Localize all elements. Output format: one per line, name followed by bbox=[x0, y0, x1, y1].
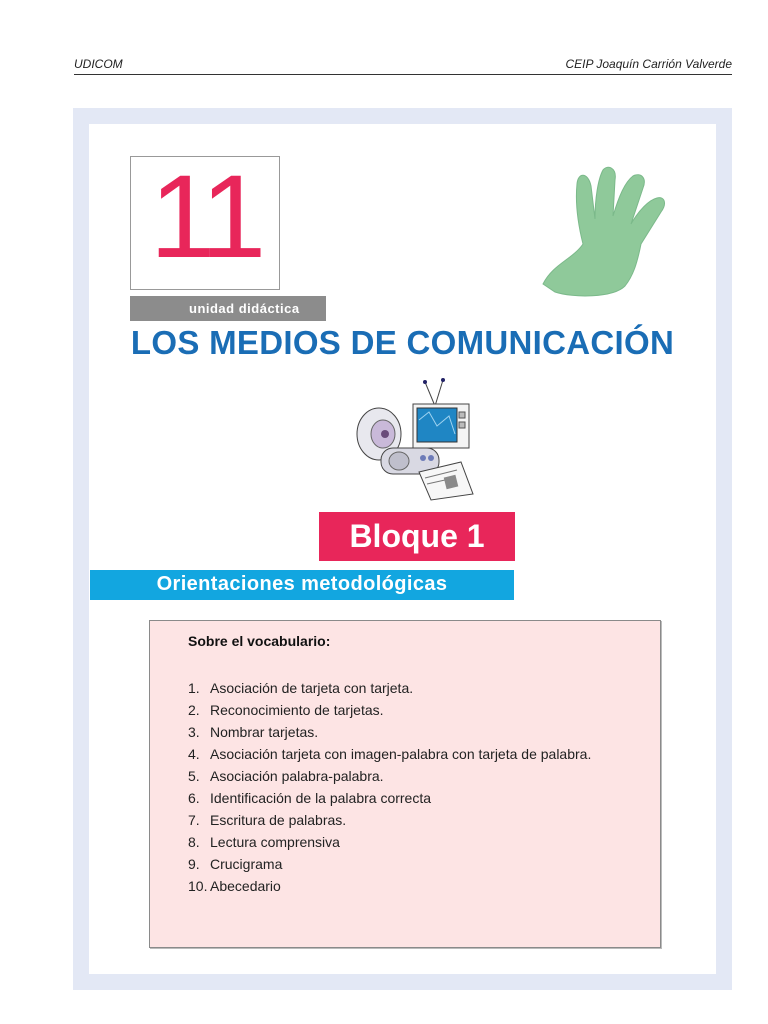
item-number: 1. bbox=[188, 680, 200, 696]
item-number: 3. bbox=[188, 724, 200, 740]
cover-inner bbox=[89, 124, 716, 974]
item-number: 2. bbox=[188, 702, 200, 718]
list-item bbox=[188, 743, 591, 765]
unit-label: unidad didáctica bbox=[189, 301, 300, 316]
list-item bbox=[188, 853, 591, 875]
unit-number-box bbox=[130, 151, 280, 290]
hand-icon bbox=[533, 164, 683, 304]
unit-number: 11 bbox=[149, 151, 261, 283]
list-item bbox=[188, 721, 591, 743]
unit-label-bar bbox=[130, 296, 326, 321]
list-item bbox=[188, 677, 591, 699]
header-left: UDICOM bbox=[74, 57, 123, 71]
list-item bbox=[188, 875, 591, 897]
item-number: 4. bbox=[188, 746, 200, 762]
vocabulary-heading: Sobre el vocabulario: bbox=[188, 633, 331, 649]
list-item bbox=[188, 765, 591, 787]
item-text: Escritura de palabras. bbox=[210, 812, 347, 828]
item-text: Asociación de tarjeta con tarjeta. bbox=[210, 680, 414, 696]
media-illustration-icon bbox=[353, 376, 483, 501]
cover-frame bbox=[73, 108, 732, 990]
item-text: Asociación tarjeta con imagen-palabra con tarjeta de palabra. bbox=[210, 746, 592, 762]
vocabulary-list bbox=[188, 677, 591, 897]
item-text: Crucigrama bbox=[210, 856, 283, 872]
item-number: 10. bbox=[188, 878, 208, 894]
bloque-label: Bloque 1 bbox=[319, 512, 515, 561]
item-number: 8. bbox=[188, 834, 200, 850]
list-item bbox=[188, 831, 591, 853]
page-title: LOS MEDIOS DE COMUNICACIÓN bbox=[130, 324, 675, 361]
item-text: Reconocimiento de tarjetas. bbox=[210, 702, 384, 718]
list-item bbox=[188, 809, 591, 831]
item-text: Lectura comprensiva bbox=[210, 834, 340, 850]
vocabulary-box bbox=[149, 620, 661, 948]
item-text: Identificación de la palabra correcta bbox=[210, 790, 432, 806]
item-text: Asociación palabra-palabra. bbox=[210, 768, 384, 784]
item-number: 9. bbox=[188, 856, 200, 872]
item-number: 7. bbox=[188, 812, 200, 828]
item-number: 5. bbox=[188, 768, 200, 784]
page-header bbox=[74, 56, 732, 75]
header-right: CEIP Joaquín Carrión Valverde bbox=[565, 57, 732, 71]
list-item bbox=[188, 699, 591, 721]
item-text: Nombrar tarjetas. bbox=[210, 724, 319, 740]
item-text: Abecedario bbox=[210, 878, 281, 894]
section-heading: Orientaciones metodológicas bbox=[90, 570, 514, 600]
item-number: 6. bbox=[188, 790, 200, 806]
list-item bbox=[188, 787, 591, 809]
